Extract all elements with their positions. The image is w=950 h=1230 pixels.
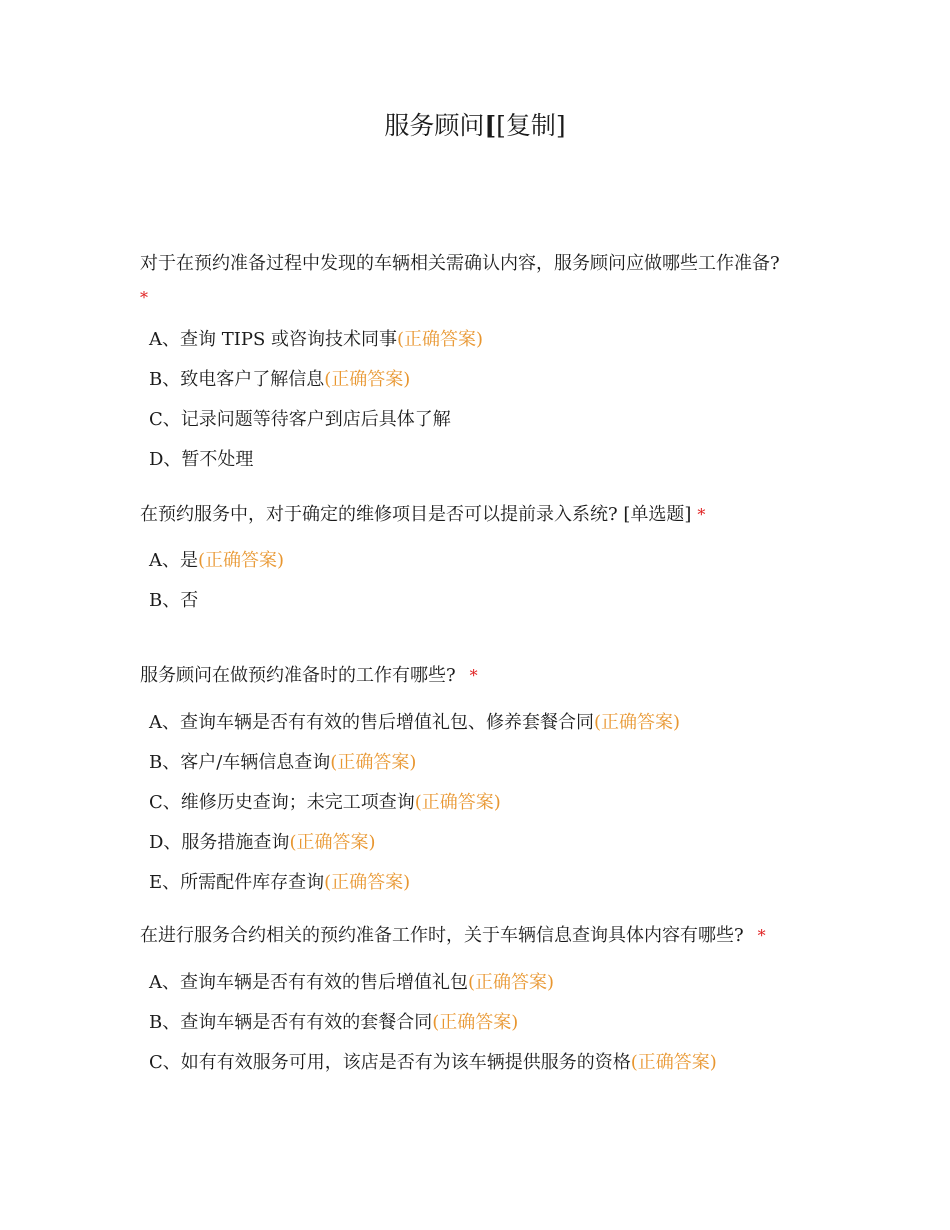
correct-answer-tag: (正确答案) — [289, 832, 376, 853]
title-bracket-open: [ — [484, 111, 497, 140]
question-3-option-d[interactable] — [149, 830, 375, 856]
title-suffix: [复制] — [496, 111, 566, 140]
correct-answer-tag: (正确答案) — [414, 792, 501, 813]
question-3-option-c[interactable] — [149, 790, 501, 816]
page-title — [0, 108, 950, 144]
option-label: B、客户/车辆信息查询 — [149, 752, 331, 773]
question-2-option-b[interactable] — [149, 588, 198, 614]
question-1-option-b[interactable] — [149, 367, 410, 393]
question-4-text: 在进行服务合约相关的预约准备工作时，关于车辆信息查询具体内容有哪些? — [140, 925, 744, 946]
option-label: D、暂不处理 — [149, 449, 254, 470]
correct-answer-tag: (正确答案) — [432, 1012, 519, 1033]
question-3-text-row — [140, 663, 478, 689]
option-label: B、查询车辆是否有有效的套餐合同 — [149, 1012, 433, 1033]
question-2-text-row — [140, 502, 705, 528]
question-1-required-mark: * — [140, 288, 148, 307]
option-label: E、所需配件库存查询 — [149, 872, 325, 893]
option-label: B、否 — [149, 590, 199, 611]
question-3-option-b[interactable] — [149, 750, 416, 776]
correct-answer-tag: (正确答案) — [324, 369, 411, 390]
title-text: 服务顾问 — [384, 111, 485, 140]
question-4-option-b[interactable] — [149, 1010, 518, 1036]
question-4-option-c[interactable] — [149, 1050, 717, 1076]
option-label: D、服务措施查询 — [149, 832, 290, 853]
question-3-required-mark: * — [469, 666, 478, 685]
question-3-text: 服务顾问在做预约准备时的工作有哪些? — [140, 665, 456, 686]
option-label: A、查询 TIPS 或咨询技术同事 — [149, 329, 397, 350]
question-2-option-a[interactable] — [149, 548, 284, 574]
question-3-option-e[interactable] — [149, 870, 410, 896]
question-3-option-a[interactable] — [149, 710, 680, 736]
question-2-text: 在预约服务中，对于确定的维修项目是否可以提前录入系统? [单选题] — [140, 504, 692, 525]
correct-answer-tag: (正确答案) — [397, 329, 484, 350]
option-label: A、查询车辆是否有有效的售后增值礼包、修养套餐合同 — [149, 712, 594, 733]
option-label: B、致电客户了解信息 — [149, 369, 325, 390]
question-1-text: 对于在预约准备过程中发现的车辆相关需确认内容，服务顾问应做哪些工作准备? — [140, 253, 780, 274]
option-label: C、如有有效服务可用，该店是否有为该车辆提供服务的资格 — [149, 1052, 631, 1073]
option-label: C、记录问题等待客户到店后具体了解 — [149, 409, 451, 430]
correct-answer-tag: (正确答案) — [468, 972, 555, 993]
correct-answer-tag: (正确答案) — [198, 550, 285, 571]
question-2-required-mark: * — [697, 505, 706, 524]
question-4-text-row — [140, 923, 766, 949]
correct-answer-tag: (正确答案) — [324, 872, 411, 893]
option-label: A、查询车辆是否有有效的售后增值礼包 — [149, 972, 468, 993]
option-label: C、维修历史查询；未完工项查询 — [149, 792, 415, 813]
question-1-option-c[interactable] — [149, 407, 451, 433]
correct-answer-tag: (正确答案) — [594, 712, 681, 733]
option-label: A、是 — [149, 550, 198, 571]
question-4-required-mark: * — [757, 926, 766, 945]
question-4-option-a[interactable] — [149, 970, 554, 996]
question-1-option-a[interactable] — [149, 327, 483, 353]
correct-answer-tag: (正确答案) — [630, 1052, 717, 1073]
correct-answer-tag: (正确答案) — [330, 752, 417, 773]
question-1-option-d[interactable] — [149, 447, 253, 473]
